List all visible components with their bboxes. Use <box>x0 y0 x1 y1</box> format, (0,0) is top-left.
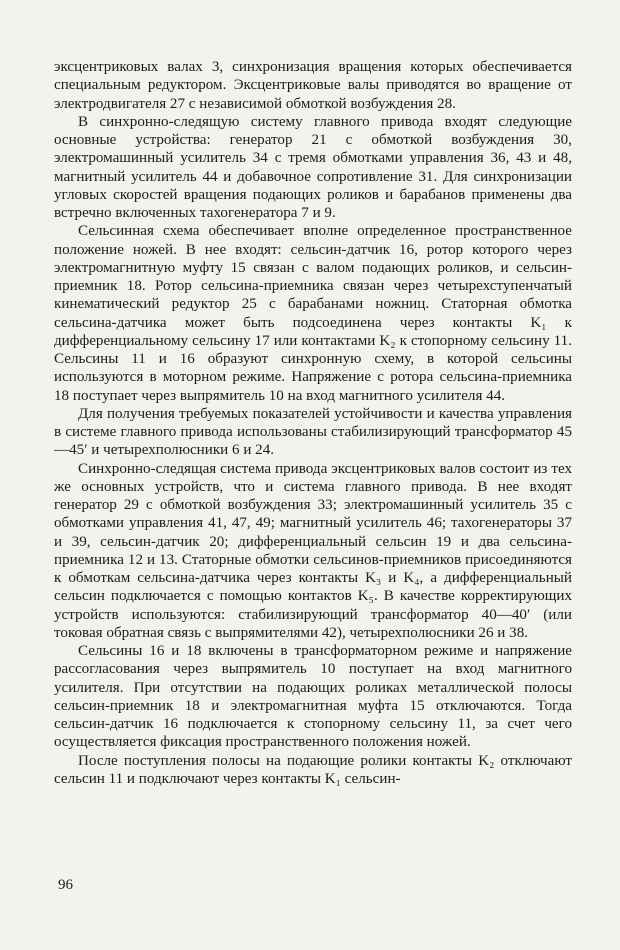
paragraph-1: эксцентриковых валах 3, синхронизация вращения которых обеспечивается специальным редуктором. Эксцентриковые валы приводятся во вращение от электродвигателя 27 с независимой обмоткой возбуждения 28. <box>54 59 572 112</box>
paragraph-5: Синхронно-следящая система привода эксцентриковых валов состоит из тех же основных устройств, что и система главного привода. В нее входят генератор 29 с обмоткой возбуждения 33; электромашинный усилитель 35 с обмотками управления 41, 47, 49; магнитный усилитель 46; тахогенераторы 37 и 39, сельсин-датчик 20; дифференциальный сельсин 19 и два сельсина-приемника 12 и 13. Статорные обмотки сельсинов-приемников присоединяются к обмоткам сельсина-датчика через контакты K₃ и K₄, а дифференциальный сельсин подключается с помощью контактов K₅. В качестве корректирующих устройств используются: стабилизирующий трансформатор 40—40′ (или токовая обратная связь с выпрямителями 42), четырехполюсники 26 и 38. <box>54 460 572 641</box>
paragraph-4: Для получения требуемых показателей устойчивости и качества управления в системе главного привода использованы стабилизирующий трансформатор 45—45′ и четырехполюсники 6 и 24. <box>54 405 572 459</box>
paragraph-6: Сельсины 16 и 18 включены в трансформаторном режиме и напряжение рассогласования через выпрямитель 10 поступает на вход магнитного усилителя. При отсутствии на подающих роликах металлической полосы сельсин-приемник 18 и электромагнитная муфта 15 отключаются. Тогда сельсин-датчик 16 подключается к стопорному сельсину 11, за счет чего осуществляется фиксация пространственного положения ножей. <box>54 643 572 751</box>
paragraph-3: Сельсинная схема обеспечивает вполне определенное пространственное положение ножей. В нее входят: сельсин-датчик 16, ротор которого через электромагнитную муфту 15 связан с валом подающих роликов, и сельсин-приемник 18. Ротор сельсина-приемника связан через четырехступенчатый кинематический редуктор 25 с барабанами ножниц. Статорная обмотка сельсина-датчика может быть подсоединена через контакты K₁ к дифференциальному сельсину 17 или контактами K₂ к стопорному сельсину 11. Сельсины 11 и 16 образуют синхронную схему, в которой сельсины используются в моторном режиме. Напряжение с ротора сельсина-приемника 18 поступает через выпрямитель 10 на вход магнитного усилителя 44. <box>54 223 572 404</box>
paragraph-2: В синхронно-следящую систему главного привода входят следующие основные устройства: генератор 21 с обмоткой возбуждения 30, электромашинный усилитель 34 с тремя обмотками управления 36, 43 и 48, магнитный усилитель 44 и добавочное сопротивление 31. Для синхронизации угловых скоростей вращения подающих роликов и барабанов применены два встречно включенных тахогенератора 7 и 9. <box>54 113 572 221</box>
body-text <box>54 58 572 788</box>
paragraph-7: После поступления полосы на подающие ролики контакты K₂ отключают сельсин 11 и подключают через контакты K₁ сельсин- <box>54 752 572 787</box>
page-number: 96 <box>58 877 73 893</box>
